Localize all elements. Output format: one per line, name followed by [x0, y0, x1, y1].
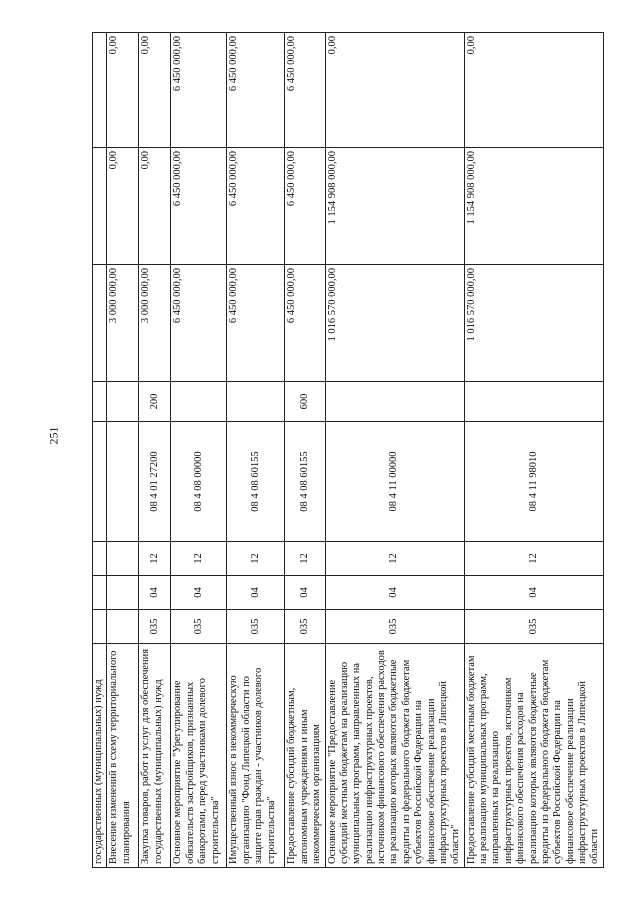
table-row	[227, 33, 285, 868]
cell-vr	[107, 382, 139, 422]
cell-admin: 035	[464, 610, 603, 644]
cell-target: 08 4 01 27200	[139, 422, 171, 542]
cell-target: 08 4 08 00000	[171, 422, 227, 542]
table-row	[285, 33, 325, 868]
cell-admin	[107, 610, 139, 644]
cell-name: Внесение изменений в схему территориального планирования	[107, 644, 139, 868]
cell-sum1: 6 450 000,00	[171, 265, 227, 382]
cell-sum1: 6 450 000,00	[285, 265, 325, 382]
cell-subsection: 12	[139, 542, 171, 576]
cell-sum1: 3 000 000,00	[107, 265, 139, 382]
cell-vr: 200	[139, 382, 171, 422]
cell-admin: 035	[285, 610, 325, 644]
cell-admin: 035	[325, 610, 464, 644]
table-row	[139, 33, 171, 868]
cell-target: 08 4 11 98010	[464, 422, 603, 542]
cell-target	[107, 422, 139, 542]
cell-section: 04	[139, 576, 171, 610]
cell-sum2: 6 450 000,00	[285, 148, 325, 265]
cell-subsection	[107, 542, 139, 576]
cell-section	[107, 576, 139, 610]
cell-admin: 035	[171, 610, 227, 644]
cell-vr	[171, 382, 227, 422]
cell-sum1: 1 016 570 000,00	[464, 265, 603, 382]
cell-vr	[93, 382, 107, 422]
cell-sum2	[93, 148, 107, 265]
budget-table	[92, 32, 604, 868]
cell-sum1: 1 016 570 000,00	[325, 265, 464, 382]
table-row	[93, 33, 107, 868]
cell-subsection	[93, 542, 107, 576]
cell-target	[93, 422, 107, 542]
cell-vr: 600	[285, 382, 325, 422]
table-row	[107, 33, 139, 868]
cell-name: Закупка товаров, работ и услуг для обеспечения государственных (муниципальных) нужд	[139, 644, 171, 868]
cell-sum3: 6 450 000,00	[285, 33, 325, 148]
budget-table-frame	[92, 33, 601, 868]
cell-sum2: 1 154 908 000,00	[464, 148, 603, 265]
cell-name: Основное мероприятие "Предоставление субсидий местным бюджетам на реализацию муниципальных программ, направленных на реализацию инфраструктурных проектов, источником финансового обеспечения расходов на реализацию которых являются бюджетные кредиты из федерального бюджета бюджетам субъектов Российской Федерации на финансовое обеспечение реализации инфраструктурных проектов в Липецкой области"	[325, 644, 464, 868]
cell-sum3: 6 450 000,00	[227, 33, 285, 148]
rotated-table-wrapper	[92, 33, 601, 868]
cell-sum3: 0,00	[325, 33, 464, 148]
cell-sum2: 6 450 000,00	[227, 148, 285, 265]
cell-section: 04	[285, 576, 325, 610]
cell-name: Предоставление субсидий местным бюджетам на реализацию муниципальных программ, направленных на реализацию инфраструктурных проектов, источником финансового обеспечения расходов на реализацию которых являются бюджетные кредиты из федерального бюджета бюджетам субъектов Российской Федерации на финансовое обеспечение реализации инфраструктурных проектов в Липецкой области	[464, 644, 603, 868]
cell-sum1: 3 000 000,00	[139, 265, 171, 382]
cell-target: 08 4 08 60155	[227, 422, 285, 542]
cell-section: 04	[464, 576, 603, 610]
cell-sum3: 6 450 000,00	[171, 33, 227, 148]
cell-target: 08 4 08 60155	[285, 422, 325, 542]
cell-name: Имущественный взнос в некоммерческую организацию "Фонд Липецкой области по защите прав граждан - участников долевого строительства"	[227, 644, 285, 868]
cell-sum1	[93, 265, 107, 382]
cell-sum2: 1 154 908 000,00	[325, 148, 464, 265]
cell-admin: 035	[139, 610, 171, 644]
cell-sum2: 0,00	[139, 148, 171, 265]
cell-subsection: 12	[464, 542, 603, 576]
cell-sum2: 6 450 000,00	[171, 148, 227, 265]
cell-name: Основное мероприятие "Урегулирование обязательств застройщиков, признанных банкротами, перед участниками долевого строительства"	[171, 644, 227, 868]
cell-subsection: 12	[171, 542, 227, 576]
table-row	[464, 33, 603, 868]
cell-section	[93, 576, 107, 610]
cell-sum3	[93, 33, 107, 148]
cell-target: 08 4 11 00000	[325, 422, 464, 542]
cell-name: Предоставление субсидий бюджетным, автономным учреждениям и иным некоммерческим организациям	[285, 644, 325, 868]
cell-admin	[93, 610, 107, 644]
cell-sum2: 0,00	[107, 148, 139, 265]
page-number: 251	[46, 426, 61, 445]
cell-sum3: 0,00	[139, 33, 171, 148]
cell-subsection: 12	[227, 542, 285, 576]
cell-name: государственных (муниципальных) нужд	[93, 644, 107, 868]
cell-admin: 035	[227, 610, 285, 644]
cell-vr	[464, 382, 603, 422]
cell-vr	[227, 382, 285, 422]
cell-section: 04	[325, 576, 464, 610]
cell-subsection: 12	[285, 542, 325, 576]
table-row	[325, 33, 464, 868]
cell-sum1: 6 450 000,00	[227, 265, 285, 382]
cell-subsection: 12	[325, 542, 464, 576]
table-row	[171, 33, 227, 868]
cell-sum3: 0,00	[464, 33, 603, 148]
cell-section: 04	[171, 576, 227, 610]
cell-section: 04	[227, 576, 285, 610]
cell-vr	[325, 382, 464, 422]
cell-sum3: 0,00	[107, 33, 139, 148]
